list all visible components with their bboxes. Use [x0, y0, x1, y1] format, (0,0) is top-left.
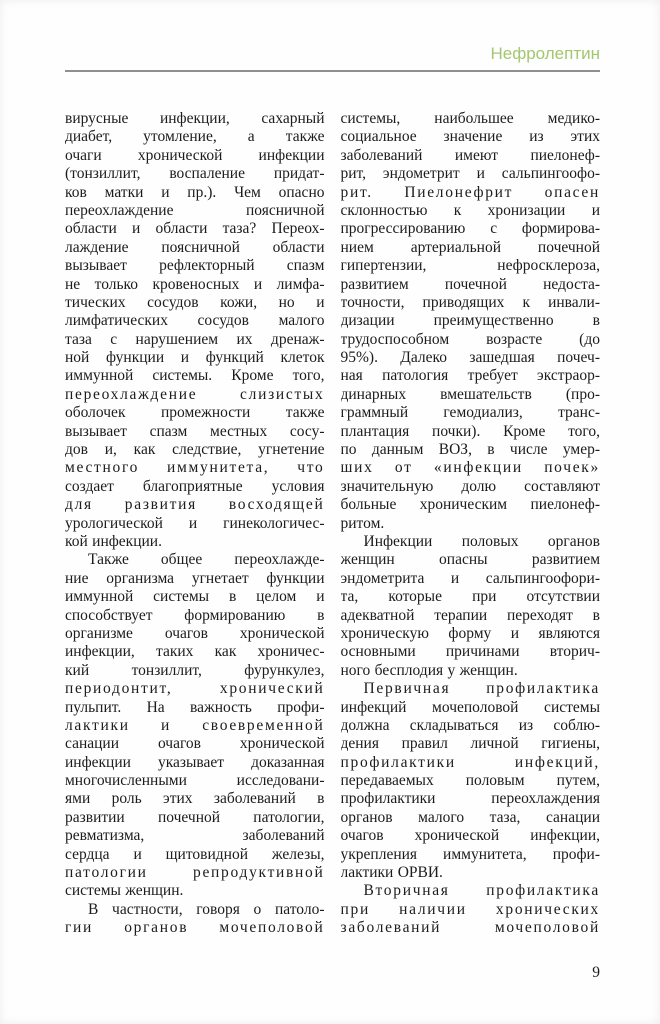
- text-line: женщин опасны развитием: [340, 551, 600, 569]
- text-line: вирусные инфекции, сахарный: [65, 110, 325, 127]
- text-line: системы, наибольшее медико-: [340, 110, 600, 127]
- text-line: (тонзиллит, воспаление придат-: [65, 165, 325, 183]
- text-line: вызывает рефлекторный спазм: [65, 257, 325, 275]
- text-line: кой инфекции.: [65, 532, 162, 550]
- text-line: ями роль этих заболеваний в: [65, 790, 325, 808]
- text-line: создает благоприятные условия: [65, 477, 325, 495]
- text-line: переохлаждение поясничной: [65, 201, 325, 219]
- running-head: [65, 44, 600, 64]
- text-line: нием артериальной почечной: [340, 238, 600, 256]
- left-column: [65, 110, 325, 938]
- text-line: точности, приводящих к инвали-: [340, 293, 600, 311]
- text-line: лаждение поясничной области: [65, 238, 325, 256]
- text-line: тических сосудов кожи, но и: [65, 293, 325, 311]
- text-line: граммный гемодиализ, транс-: [340, 404, 600, 422]
- text-line: основными причинами вторич-: [340, 643, 600, 661]
- text-line: гипертензии, нефросклероза,: [340, 257, 600, 275]
- text-line: инфекции, таких как хроничес-: [65, 643, 325, 661]
- text-line: социальное значение из этих: [340, 128, 600, 146]
- text-line: ного бесплодия у женщин.: [340, 661, 518, 679]
- text-line: заболеваний мочеполовой: [340, 919, 600, 937]
- text-line: органов малого таза, санации: [340, 808, 600, 826]
- text-line: развитии почечной патологии,: [65, 808, 325, 826]
- text-line: лактики ОРВИ.: [340, 864, 443, 882]
- text-line: сердца и щитовидной железы,: [65, 845, 325, 863]
- text-line: дизации преимущественно в: [340, 312, 600, 330]
- header-rule: [65, 70, 600, 72]
- text-line: иммунной системы в целом и: [65, 588, 325, 606]
- text-line: ная патология требует экстраор-: [340, 367, 600, 385]
- text-line: Вторичная профилактика: [363, 882, 600, 900]
- text-line: больные хроническим пиелонеф-: [340, 496, 600, 514]
- text-line: склонностью к хронизации и: [340, 201, 600, 219]
- text-line: очагов хронической инфекции,: [340, 827, 600, 845]
- text-line: многочисленными исследовани-: [65, 772, 325, 790]
- text-line: при наличии хронических: [340, 900, 600, 918]
- text-line: Также общее переохлажде-: [88, 551, 325, 569]
- text-line: развитием почечной недоста-: [340, 275, 600, 293]
- text-line: должна складываться из соблю-: [340, 716, 600, 734]
- text-line: В частности, говоря о патоло-: [88, 900, 325, 918]
- text-line: гии органов мочеполовой: [65, 919, 325, 937]
- text-line: иммунной системы. Кроме того,: [65, 367, 325, 385]
- text-line: периодонтит, хронический: [65, 680, 325, 698]
- text-line: динарных вмешательств (про-: [340, 385, 600, 403]
- text-line: вызывает спазм местных сосу-: [65, 422, 325, 440]
- text-line: очаги хронической инфекции: [65, 146, 325, 164]
- text-line: не только кровеносных и лимфа-: [65, 275, 325, 293]
- text-line: области и области таза? Переох-: [65, 220, 325, 238]
- right-column: [341, 110, 601, 938]
- text-line: Первичная профилактика: [363, 680, 600, 698]
- text-line: переохлаждение слизистых: [65, 385, 325, 403]
- text-line: эндометрита и сальпингоофори-: [340, 569, 600, 587]
- text-line: Инфекции половых органов: [363, 532, 600, 550]
- text-line: ших от «инфекции почек»: [340, 459, 600, 477]
- text-line: рит. Пиелонефрит опасен: [340, 183, 600, 201]
- text-line: хроническую форму и являются: [340, 624, 600, 642]
- text-line: таза с нарушением их дренаж-: [65, 330, 325, 348]
- text-line: местного иммунитета, что: [65, 459, 325, 477]
- text-line: 95%). Далеко зашедшая почеч-: [340, 349, 600, 367]
- text-line: значительную долю составляют: [340, 477, 600, 495]
- text-line: заболеваний имеют пиелонеф-: [340, 146, 600, 164]
- text-line: лимфатических сосудов малого: [65, 312, 325, 330]
- text-line: пульпит. На важность профи-: [65, 698, 325, 716]
- text-line: ритом.: [340, 514, 385, 532]
- text-line: дения правил личной гигиены,: [340, 735, 600, 753]
- text-line: ревматизма, заболеваний: [65, 827, 325, 845]
- text-line: прогрессированию с формирова-: [340, 220, 600, 238]
- text-line: та, которые при отсутствии: [340, 588, 600, 606]
- text-line: профилактики инфекций,: [340, 753, 600, 771]
- text-line: инфекции указывает доказанная: [65, 753, 325, 771]
- text-line: передаваемых половым путем,: [340, 772, 600, 790]
- text-line: ков матки и пр.). Чем опасно: [65, 183, 325, 201]
- text-line: по данным ВОЗ, в числе умер-: [340, 441, 600, 459]
- text-line: организме очагов хронической: [65, 624, 325, 642]
- chapter-title: Нефролептин: [490, 44, 600, 63]
- text-line: адекватной терапии переходят в: [340, 606, 600, 624]
- text-line: дов и, как следствие, угнетение: [65, 441, 325, 459]
- page-number: 9: [592, 964, 600, 981]
- text-line: рит, эндометрит и сальпингоофо-: [340, 165, 600, 183]
- text-line: диабет, утомление, а также: [65, 128, 325, 146]
- text-columns: [65, 110, 600, 938]
- text-line: плантация почки). Кроме того,: [340, 422, 600, 440]
- text-line: системы женщин.: [65, 882, 184, 900]
- text-line: для развития восходящей: [65, 496, 325, 514]
- text-line: кий тонзиллит, фурункулез,: [65, 661, 325, 679]
- text-line: укрепления иммунитета, профи-: [340, 845, 600, 863]
- text-line: ной функции и функций клеток: [65, 349, 325, 367]
- text-line: трудоспособном возрасте (до: [340, 330, 600, 348]
- text-line: инфекций мочеполовой системы: [340, 698, 600, 716]
- text-line: профилактики переохлаждения: [340, 790, 600, 808]
- text-line: патологии репродуктивной: [65, 864, 325, 882]
- text-line: санации очагов хронической: [65, 735, 325, 753]
- text-line: ние организма угнетает функции: [65, 569, 325, 587]
- text-line: лактики и своевременной: [65, 716, 325, 734]
- text-line: способствует формированию в: [65, 606, 325, 624]
- text-line: урологической и гинекологичес-: [65, 514, 325, 532]
- text-line: оболочек промежности также: [65, 404, 325, 422]
